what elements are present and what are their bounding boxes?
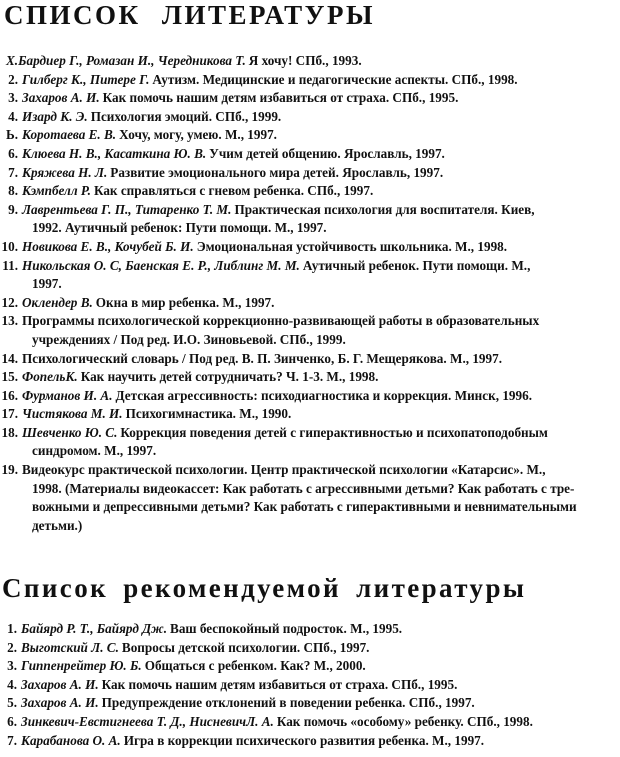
list-item: 7. Кряжева Н. Л. Развитие эмоционального мира детей. Ярославль, 1997. [8,164,444,180]
list-item: 7. Карабанова О. А. Игра в коррекции психического развития ребенка. М., 1997. [7,732,485,748]
list-item: Ь. Коротаева Е. В. Хочу, могу, умею. М., 1997. [5,127,277,143]
list-item: Х.Бардиер Г., Ромазан И., Чередникова Т. Я хочу! СПб., 1993. [6,53,362,68]
list-item: 4. Захаров А. И. Как помочь нашим детям избавиться от страха. СПб., 1995. [7,676,458,692]
recommended-list [0,620,533,750]
list-item: 17. Чистякова М. И. Психогимнастика. М., 1990. [1,406,292,422]
list-item: 10. Новикова Е. В., Кочубей Б. И. Эмоциональная устойчивость школьника. М., 1998. [1,238,508,254]
list-item: 4. Изард К. Э. Психология эмоций. СПб., 1999. [8,108,282,124]
list-item: 5. Захаров А. И. Предупреждение отклонений в поведении ребенка. СПб., 1997. [7,695,475,711]
list-item: 12. Оклендер В. Окна в мир ребенка. М., 1997. [1,294,275,310]
list-item: 9. Лаврентьева Г. П., Титаренко Т. М. Практическая психология для воспитателя. Киев, 1992. Аутичный ребенок: Пути помощи. М., 1997. [8,201,535,236]
section-title-references: СПИСОК ЛИТЕРАТУРЫ [4,0,375,30]
list-item: 19. Видеокурс практической психологии. Центр практической психологии «Катарсис». М., 1998. (Материалы видеокассет: Как работать с агрессивными детьми? Как работать с тре- вожными и депрессивными детьми? Как работать с гиперактивными и невнимательными детьми.) [1,462,577,533]
list-item: 15. ФопельК. Как научить детей сотрудничать? Ч. 1-3. М., 1998. [1,369,379,385]
list-item: 14. Психологический словарь / Под ред. В. П. Зинченко, Б. Г. Мещерякова. М., 1997. [1,350,503,366]
list-item: 3. Гиппенрейтер Ю. Б. Общаться с ребенком. Как? М., 2000. [7,658,366,674]
list-item: 1. Байярд Р. Т., Байярд Дж. Ваш беспокойный подросток. М., 1995. [7,621,403,636]
section-title-recommended: Список рекомендуемой литературы [2,573,527,603]
references-list [0,52,577,535]
list-item: 8. Кэмпбелл Р. Как справляться с гневом ребенка. СПб., 1997. [8,183,374,199]
list-item: 2. Выготский Л. С. Вопросы детской психологии. СПб., 1997. [7,639,370,655]
list-item: 11. Никольская О. С, Баенская Е. Р., Либлинг М. М. Аутичный ребенок. Пути помощи. М., 1997. [2,257,531,292]
list-item: 6. Клюева Н. В., Касаткина Ю. В. Учим детей общению. Ярославль, 1997. [8,145,445,161]
list-item: 2. Гилберг К., Питере Г. Аутизм. Медицинские и педагогические аспекты. СПб., 1998. [8,71,518,87]
list-item: 13. Программы психологической коррекционно-развивающей работы в образовательных учреждениях / Под ред. И.О. Зиновьевой. СПб., 1999. [1,313,540,347]
list-item: 6. Зинкевич-Евстигнеева Т. Д., НисневичЛ. А. Как помочь «особому» ребенку. СПб., 1998. [7,713,533,729]
list-item: 18. Шевченко Ю. С. Коррекция поведения детей с гиперактивностью и психопатоподобным синдромом. М., 1997. [1,424,548,459]
list-item: 3. Захаров А. И. Как помочь нашим детям избавиться от страха. СПб., 1995. [8,90,459,106]
list-item: 16. Фурманов И. А. Детская агрессивность: психодиагностика и коррекция. Минск, 1996. [1,387,532,403]
